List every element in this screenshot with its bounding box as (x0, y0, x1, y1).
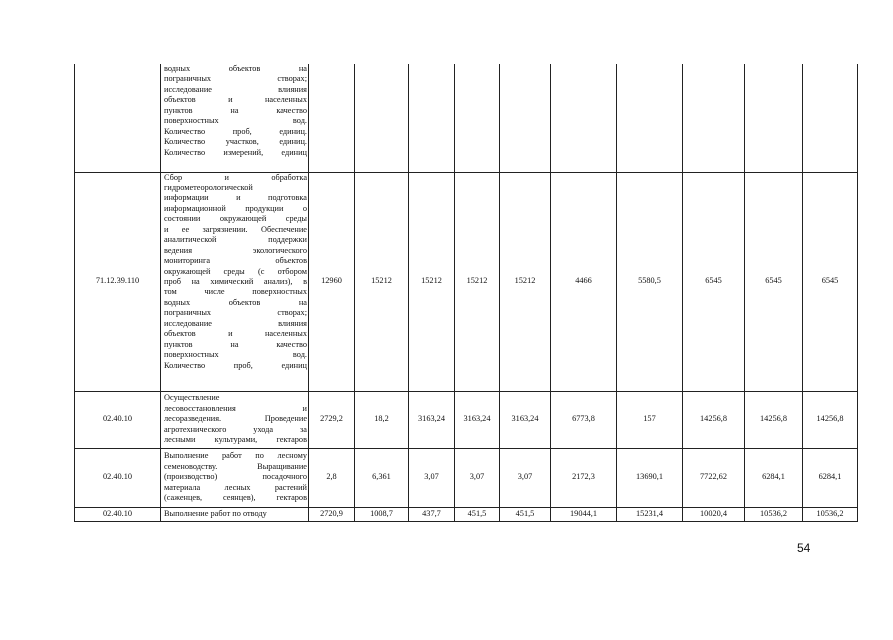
value-cell: 2720,9 (309, 507, 355, 521)
value-cell: 10536,2 (803, 507, 858, 521)
value-cell (551, 64, 617, 172)
value-cell: 15212 (455, 172, 500, 391)
value-cell: 3,07 (409, 448, 455, 507)
description-line: мониторинга объектов (164, 256, 307, 266)
value-cell: 13690,1 (617, 448, 683, 507)
description-line: проб на химический анализ), в (164, 277, 307, 287)
value-cell: 6,361 (355, 448, 409, 507)
code-cell: 02.40.10 (75, 391, 161, 448)
value-cell: 10020,4 (683, 507, 745, 521)
description-line: информационной продукции о (164, 203, 307, 213)
value-cell: 10536,2 (745, 507, 803, 521)
description-cell (161, 507, 309, 521)
description-cell (161, 391, 309, 448)
code-cell: 71.12.39.110 (75, 172, 161, 391)
value-cell: 6773,8 (551, 391, 617, 448)
value-cell: 14256,8 (745, 391, 803, 448)
description-line: водных объектов на (164, 297, 307, 307)
description-line: объектов и населенных (164, 95, 307, 105)
value-cell: 2172,3 (551, 448, 617, 507)
description-line: окружающей среды (с отбором (164, 266, 307, 276)
value-cell: 437,7 (409, 507, 455, 521)
value-cell: 18,2 (355, 391, 409, 448)
description-line: том числе поверхностных (164, 287, 307, 297)
data-table (74, 64, 858, 522)
description-line: ведения экологического (164, 245, 307, 255)
code-cell: 02.40.10 (75, 448, 161, 507)
value-cell: 15212 (355, 172, 409, 391)
description-line: Сбор и обработка (164, 172, 307, 182)
value-cell: 6545 (745, 172, 803, 391)
value-cell: 3163,24 (500, 391, 551, 448)
value-cell (683, 64, 745, 172)
value-cell: 451,5 (500, 507, 551, 521)
value-cell: 6284,1 (745, 448, 803, 507)
table-row (75, 64, 858, 172)
description-line: состоянии окружающей среды (164, 214, 307, 224)
description-line: агротехнического ухода за (164, 424, 307, 434)
description-line: информации и подготовка (164, 193, 307, 203)
value-cell: 6545 (803, 172, 858, 391)
description-cell (161, 448, 309, 507)
value-cell (745, 64, 803, 172)
value-cell: 157 (617, 391, 683, 448)
description-line: семеноводству. Выращивание (164, 461, 307, 471)
description-line: пограничных створах; (164, 308, 307, 318)
value-cell: 3,07 (455, 448, 500, 507)
description-line: поверхностных вод. (164, 116, 307, 126)
value-cell: 1008,7 (355, 507, 409, 521)
description-line: пограничных створах; (164, 74, 307, 84)
description-cell (161, 64, 309, 172)
description-line: Количество участков, единиц. (164, 137, 307, 147)
value-cell: 3163,24 (409, 391, 455, 448)
description-line: исследование влияния (164, 84, 307, 94)
value-cell: 4466 (551, 172, 617, 391)
description-line: лесоразведения. Проведение (164, 414, 307, 424)
description-line: аналитической поддержки (164, 235, 307, 245)
table-row (75, 507, 858, 521)
value-cell: 7722,62 (683, 448, 745, 507)
description-line: Выполнение работ по лесному (164, 451, 307, 461)
page-number: 54 (797, 541, 811, 555)
value-cell: 15212 (500, 172, 551, 391)
value-cell: 14256,8 (683, 391, 745, 448)
description-line: Количество проб, единиц (164, 360, 307, 370)
value-cell: 2,8 (309, 448, 355, 507)
value-cell: 12960 (309, 172, 355, 391)
description-line: поверхностных вод. (164, 350, 307, 360)
value-cell (409, 64, 455, 172)
description-line: лесными культурами, гектаров (164, 435, 307, 445)
description-line: материала лесных растений (164, 482, 307, 492)
table-row (75, 391, 858, 448)
value-cell (355, 64, 409, 172)
value-cell: 2729,2 (309, 391, 355, 448)
table-row (75, 172, 858, 391)
value-cell: 14256,8 (803, 391, 858, 448)
description-line: Выполнение работ по отводу (164, 508, 267, 518)
description-line: Осуществление (164, 393, 220, 403)
description-line: (саженцев, сеянцев), гектаров (164, 493, 307, 503)
description-line: гидрометеорологической (164, 182, 253, 192)
description-line: водных объектов на (164, 64, 307, 73)
value-cell: 19044,1 (551, 507, 617, 521)
description-line: Количество измерений, единиц (164, 147, 307, 157)
description-line: объектов и населенных (164, 329, 307, 339)
value-cell (803, 64, 858, 172)
description-line: Количество проб, единиц. (164, 126, 307, 136)
value-cell (500, 64, 551, 172)
description-cell (161, 172, 309, 391)
value-cell (309, 64, 355, 172)
description-line: пунктов на качество (164, 339, 307, 349)
description-line: пунктов на качество (164, 105, 307, 115)
description-line: исследование влияния (164, 318, 307, 328)
value-cell: 5580,5 (617, 172, 683, 391)
value-cell: 15212 (409, 172, 455, 391)
value-cell: 3,07 (500, 448, 551, 507)
value-cell: 451,5 (455, 507, 500, 521)
description-line: лесовосстановления и (164, 403, 307, 413)
description-line: (производство) посадочного (164, 472, 307, 482)
value-cell (617, 64, 683, 172)
table-row (75, 448, 858, 507)
value-cell: 6284,1 (803, 448, 858, 507)
value-cell: 3163,24 (455, 391, 500, 448)
value-cell (455, 64, 500, 172)
value-cell: 15231,4 (617, 507, 683, 521)
description-line: и ее загрязнении. Обеспечение (164, 224, 307, 234)
code-cell (75, 64, 161, 172)
code-cell: 02.40.10 (75, 507, 161, 521)
value-cell: 6545 (683, 172, 745, 391)
